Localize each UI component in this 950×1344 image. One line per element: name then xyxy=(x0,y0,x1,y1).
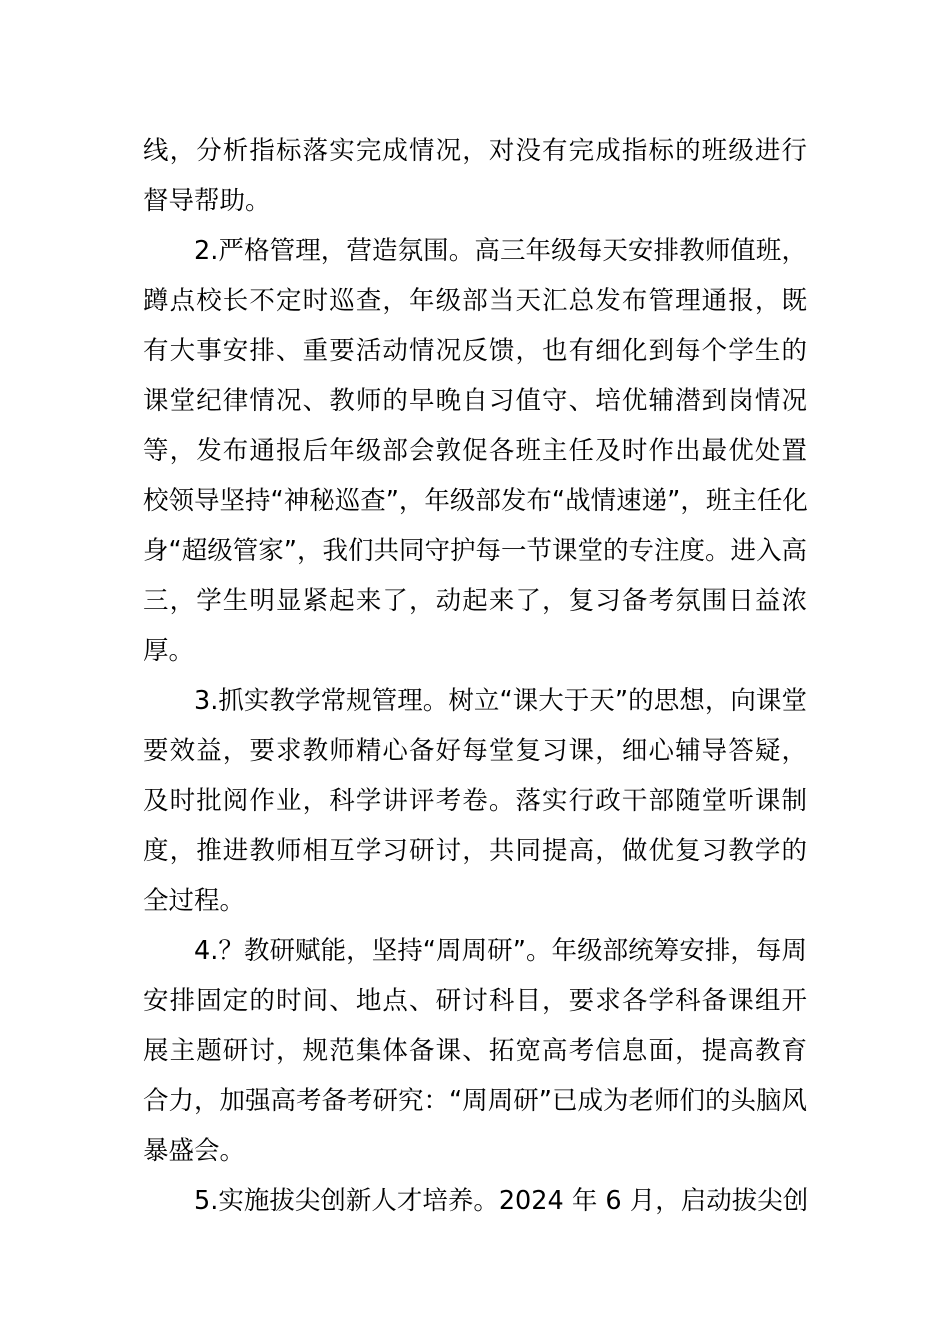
text-line: 课堂纪律情况、教师的早晚自习值守、培优辅潜到岗情况 xyxy=(143,386,807,416)
text-line: 厚。 xyxy=(143,636,195,666)
text-line: 暴盛会。 xyxy=(143,1136,246,1166)
paragraph-heading-2: 2.严格管理，营造氛围。高三年级每天安排教师值班， xyxy=(194,236,807,266)
text-line: 合力，加强高考备考研究：“周周研”已成为老师们的头脑风 xyxy=(143,1086,807,1116)
text-line: 展主题研讨，规范集体备课、拓宽高考信息面，提高教育 xyxy=(143,1036,807,1066)
paragraph-heading-3: 3.抓实教学常规管理。树立“课大于天”的思想，向课堂 xyxy=(194,686,807,716)
text-line: 线，分析指标落实完成情况，对没有完成指标的班级进行 xyxy=(143,136,807,166)
text-line: 三，学生明显紧起来了，动起来了，复习备考氛围日益浓 xyxy=(143,586,807,616)
text-line: 督导帮助。 xyxy=(143,186,271,216)
text-line: 等，发布通报后年级部会敦促各班主任及时作出最优处置 xyxy=(143,436,807,466)
text-line: 身“超级管家”，我们共同守护每一节课堂的专注度。进入高 xyxy=(143,536,807,566)
text-line: 要效益，要求教师精心备好每堂复习课，细心辅导答疑， xyxy=(143,736,807,766)
paragraph-heading-4: 4.？教研赋能，坚持“周周研”。年级部统筹安排，每周 xyxy=(194,936,807,966)
text-line: 全过程。 xyxy=(143,886,246,916)
text-line: 安排固定的时间、地点、研讨科目，要求各学科备课组开 xyxy=(143,986,807,1016)
text-line: 校领导坚持“神秘巡查”，年级部发布“战情速递”，班主任化 xyxy=(143,486,808,516)
paragraph-heading-5: 5.实施拔尖创新人才培养。2024 年 6 月，启动拔尖创 xyxy=(194,1186,809,1216)
text-line: 蹲点校长不定时巡查，年级部当天汇总发布管理通报，既 xyxy=(143,286,807,316)
text-line: 及时批阅作业，科学讲评考卷。落实行政干部随堂听课制 xyxy=(143,786,807,816)
text-line: 有大事安排、重要活动情况反馈，也有细化到每个学生的 xyxy=(143,336,807,366)
text-line: 度，推进教师相互学习研讨，共同提高，做优复习教学的 xyxy=(143,836,807,866)
